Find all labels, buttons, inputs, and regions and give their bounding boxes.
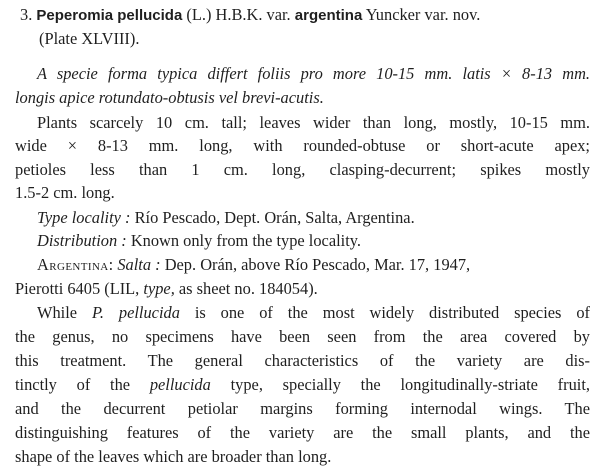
specimen-country: Argentina <box>37 255 109 274</box>
type-locality-text: Río Pescado, Dept. Orán, Salta, Argentina. <box>134 208 415 227</box>
specimen-collector: Pierotti 6405 (LIL, <box>15 279 140 298</box>
species-name: Peperomia pellucida <box>36 7 183 24</box>
discussion-line-6: distinguishing features of the variety are the small plants, and the <box>15 423 590 442</box>
plate-reference: (Plate XLVIII). <box>39 29 140 48</box>
specimen-type-word: type, <box>143 279 175 298</box>
distribution-text: Known only from the type locality. <box>130 231 361 250</box>
discussion-line-7: shape of the leaves which are broader than long. <box>15 447 332 466</box>
taxon-reference: pellucida <box>149 375 211 394</box>
description-line-4: 1.5-2 cm. long. <box>15 183 115 202</box>
discussion-line-5: and the decurrent petiolar margins forming internodal wings. The <box>15 399 590 418</box>
species-authority: (L.) H.B.K. var. <box>186 5 291 24</box>
species-heading <box>20 7 480 23</box>
specimen-province: Salta : <box>117 255 161 274</box>
description-line-3: petioles less than 1 cm. long, clasping-decurrent; spikes mostly <box>15 160 590 179</box>
latin-diagnosis-line-2: longis apice rotundato-obtusis vel brevi-acutis. <box>15 88 324 107</box>
discussion-line-3: this treatment. The general characteristics of the variety are dis- <box>15 351 590 370</box>
description-line-2: wide × 8-13 mm. long, with rounded-obtuse or short-acute apex; <box>15 136 590 155</box>
taxon-reference: P. pellucida <box>91 303 180 322</box>
distribution-label: Distribution : <box>37 231 127 250</box>
type-locality-label: Type locality : <box>37 208 131 227</box>
description-line-1: Plants scarcely 10 cm. tall; leaves wider than long, mostly, 10-15 mm. <box>37 113 590 132</box>
entry-number: 3. <box>20 5 33 24</box>
specimen-sheet: as sheet no. 184054). <box>178 279 318 298</box>
distribution <box>37 233 361 249</box>
variety-name: argentina <box>294 7 363 24</box>
specimen-colon: : <box>108 255 114 274</box>
discussion-line-1: While P. pellucida is one of the most widely distributed species of <box>37 303 590 322</box>
discussion-line-2: the genus, no specimens have been seen from the area covered by <box>15 327 590 346</box>
discussion-line-4: tinctly of the pellucida type, specially the longitudinally-striate fruit, <box>15 375 590 394</box>
type-locality <box>37 210 415 226</box>
specimen-citation-line-1 <box>37 257 470 273</box>
variety-authority: Yuncker var. nov. <box>365 5 481 24</box>
specimen-locality: Dep. Orán, above Río Pescado, Mar. 17, 1947, <box>164 255 471 274</box>
latin-diagnosis-line-1: A specie forma typica differt foliis pro more 10-15 mm. latis × 8-13 mm. <box>37 64 590 83</box>
specimen-citation-line-2 <box>15 281 318 297</box>
